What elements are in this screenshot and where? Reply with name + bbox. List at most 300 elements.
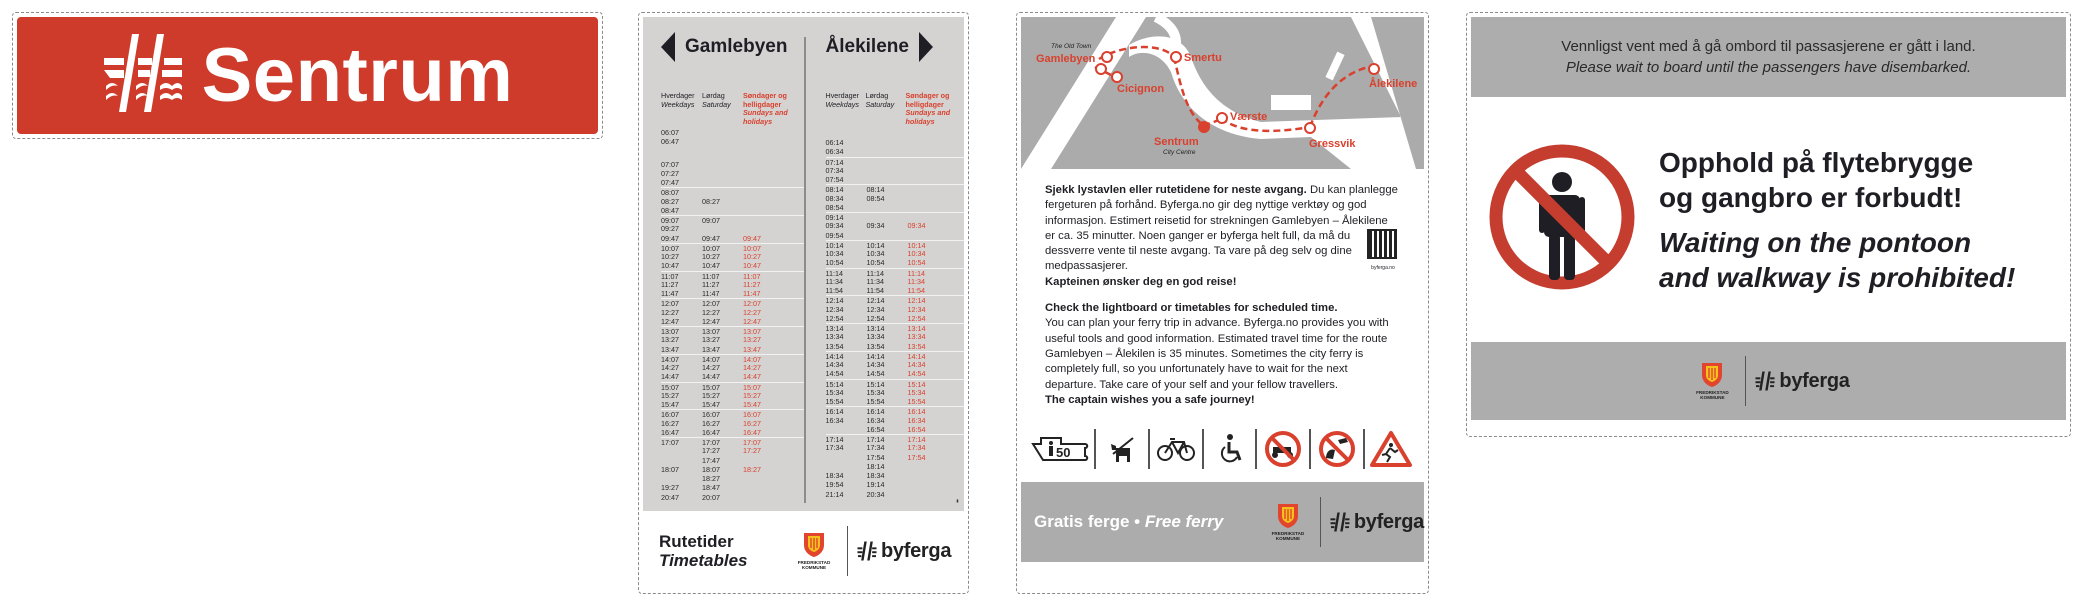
timetable-row xyxy=(826,379,965,388)
weekday-time: 15:07 xyxy=(661,382,679,392)
sunday-time: 13:14 xyxy=(907,324,926,333)
saturday-time: 14:27 xyxy=(702,363,720,372)
weekday-time: 13:07 xyxy=(661,327,679,336)
saturday-time xyxy=(702,147,743,160)
saturday-time: 14:14 xyxy=(866,351,885,361)
qr-code-icon xyxy=(1367,229,1397,259)
saturday-time: 11:34 xyxy=(866,276,884,286)
weekday-time xyxy=(826,462,867,471)
saturday-time: 16:54 xyxy=(866,424,885,434)
kommune-label: FREDRIKSTAD KOMMUNE xyxy=(797,559,831,570)
header-saturday: Lørdag xyxy=(702,91,725,100)
saturday-time: 12:14 xyxy=(866,296,885,306)
boarding-notice-no: Vennligst vent med å gå ombord til passasjerene er gått i land. xyxy=(1561,38,1976,55)
sunday-time xyxy=(743,493,784,502)
pictogram-divider xyxy=(1202,429,1204,469)
timetable-row xyxy=(661,160,804,169)
timetable-row xyxy=(826,360,965,369)
timetable-row xyxy=(661,409,804,418)
weekday-time: 10:47 xyxy=(661,261,679,271)
weekday-time: 07:54 xyxy=(825,175,844,184)
weekday-time: 16:07 xyxy=(661,410,679,420)
weekday-time: 09:07 xyxy=(661,216,679,225)
header-sundays-en: Sundays and holidays xyxy=(743,108,788,126)
weekday-time: 12:27 xyxy=(661,307,679,317)
byferga-logo xyxy=(1754,370,1849,393)
saturday-time: 11:07 xyxy=(702,271,720,281)
sign-title: Sentrum xyxy=(201,33,514,118)
bullet-separator: • xyxy=(1134,512,1141,532)
saturday-time: 17:07 xyxy=(702,438,720,447)
timetable-title xyxy=(659,532,789,570)
direction-name: Ålekilene xyxy=(825,36,909,57)
logo-divider xyxy=(1745,356,1746,406)
sunday-time: 14:54 xyxy=(907,369,926,379)
timetable-row xyxy=(661,215,804,224)
prohibition-text xyxy=(1659,145,2015,295)
saturday-time: 10:27 xyxy=(702,252,720,261)
saturday-time xyxy=(867,158,908,166)
sunday-time: 09:47 xyxy=(743,233,761,243)
weekday-time: 06:47 xyxy=(661,137,679,147)
sunday-time: 15:34 xyxy=(907,387,926,397)
sunday-time: 14:14 xyxy=(907,351,926,361)
sunday-time: 16:47 xyxy=(743,427,761,437)
saturday-time xyxy=(702,206,743,215)
weekday-time: 20:47 xyxy=(661,492,679,502)
sunday-time xyxy=(743,128,784,137)
weekday-time: 08:54 xyxy=(825,202,844,212)
sentrum-sign-panel xyxy=(12,12,603,139)
timetable-row xyxy=(826,369,965,378)
timetable-row xyxy=(826,490,965,499)
timetable-row xyxy=(661,128,804,137)
timetable-row xyxy=(661,252,804,261)
saturday-time: 08:54 xyxy=(866,193,885,203)
sunday-time: 11:34 xyxy=(907,276,925,286)
timetable-row xyxy=(661,363,804,372)
sunday-time: 15:07 xyxy=(743,382,761,392)
time-rows xyxy=(661,128,804,502)
saturday-time xyxy=(867,231,908,240)
saturday-time: 08:14 xyxy=(866,185,885,195)
timetable-row xyxy=(826,388,965,397)
header-sundays: Søndager og helligdager xyxy=(743,91,787,109)
timetable-row xyxy=(661,224,804,233)
timetable-row xyxy=(661,206,804,215)
header-weekdays-en: Weekdays xyxy=(661,99,695,109)
weekday-time xyxy=(661,456,702,465)
stop-vaerste: Værste xyxy=(1230,111,1268,123)
sunday-time: 16:27 xyxy=(743,418,761,428)
sunday-time xyxy=(743,178,784,187)
route-map-graphic xyxy=(1021,17,1424,169)
saturday-time xyxy=(702,169,743,178)
weekday-time: 08:27 xyxy=(661,196,679,206)
saturday-time: 16:07 xyxy=(702,410,720,420)
timetable-row xyxy=(826,249,965,258)
direction-alekilene xyxy=(804,17,965,511)
timetable-row xyxy=(661,446,804,455)
weekday-time: 11:54 xyxy=(825,286,843,295)
saturday-time: 18:34 xyxy=(866,471,885,480)
title-no: Rutetider xyxy=(659,532,734,551)
saturday-time: 11:14 xyxy=(866,268,884,278)
sunday-time: 11:07 xyxy=(743,271,761,281)
timetable-row xyxy=(826,314,965,323)
timetable-row xyxy=(826,453,965,462)
sentrum-sign xyxy=(17,17,598,134)
sunday-time: 10:47 xyxy=(743,261,761,271)
timetable-row xyxy=(661,493,804,502)
sunday-time: 14:34 xyxy=(907,360,926,369)
sunday-time: 15:14 xyxy=(907,379,926,389)
sunday-time: 17:14 xyxy=(907,435,926,444)
saturday-time: 11:47 xyxy=(702,289,720,298)
info-no-body: Du kan planlegge fergeturen på forhånd. Byferga.no gir deg nyttige verktøy og god informasjon. Estimert reisetid for strekningen Gamlebyen – Ålekilene er ca. 35 minutter. Noen ganger er byferga helt full, da må du dessverre vente til neste avgang. Ta vare på deg selv og dine medpassasjerer. xyxy=(1045,184,1398,273)
weekday-time: 17:34 xyxy=(825,443,844,453)
saturday-time: 09:34 xyxy=(866,221,885,231)
saturday-time: 14:34 xyxy=(866,360,885,369)
sunday-time xyxy=(743,188,784,196)
saturday-time: 15:27 xyxy=(702,390,720,400)
weekday-time: 14:34 xyxy=(825,360,844,369)
weekday-time: 17:07 xyxy=(661,438,679,447)
timetable-row xyxy=(826,147,965,156)
header-sundays-en: Sundays and holidays xyxy=(905,108,951,126)
timetable-row xyxy=(826,258,965,267)
timetable-row xyxy=(661,280,804,289)
logo-divider xyxy=(847,526,848,576)
weekday-time: 12:07 xyxy=(661,299,679,309)
timetable-row xyxy=(661,298,804,307)
timetable-row xyxy=(826,231,965,240)
info-no-heading: Sjekk lystavlen eller rutetidene for neste avgang. xyxy=(1045,184,1307,196)
weekday-time: 11:47 xyxy=(661,289,679,298)
weekday-time xyxy=(661,474,702,483)
saturday-time: 13:47 xyxy=(702,344,720,354)
timetable-row xyxy=(661,437,804,446)
sunday-time: 15:47 xyxy=(743,400,761,409)
saturday-time: 15:14 xyxy=(866,379,885,389)
free-ferry-text xyxy=(1034,512,1264,532)
sunday-time: 10:14 xyxy=(907,240,926,250)
weekday-time: 14:07 xyxy=(661,354,679,364)
timetable-panel xyxy=(638,12,969,594)
saturday-time: 12:34 xyxy=(866,304,885,314)
timetable-row xyxy=(826,480,965,489)
saturday-time: 17:14 xyxy=(866,435,885,444)
sunday-time xyxy=(908,158,949,166)
saturday-time xyxy=(702,224,743,233)
sunday-time: 10:34 xyxy=(907,249,926,258)
direction-gamlebyen xyxy=(643,17,804,511)
weekday-time: 06:07 xyxy=(661,128,679,137)
saturday-time: 10:47 xyxy=(702,261,720,271)
stop-cicignon: Cicignon xyxy=(1117,83,1165,95)
weekday-time: 08:07 xyxy=(661,188,679,198)
timetable-row xyxy=(661,308,804,317)
weekday-time: 14:14 xyxy=(825,351,844,361)
sunday-time: 12:27 xyxy=(743,307,761,317)
sunday-time: 17:07 xyxy=(743,438,761,447)
weekday-time: 16:47 xyxy=(661,427,679,437)
timetable-row xyxy=(661,400,804,409)
header-saturday-en: Saturday xyxy=(865,99,895,109)
sunday-time xyxy=(743,197,784,206)
title-en: Timetables xyxy=(659,551,748,570)
weekday-time: 07:47 xyxy=(661,178,679,187)
saturday-time xyxy=(867,175,908,184)
sunday-time: 13:27 xyxy=(743,335,761,345)
timetable-row xyxy=(661,456,804,465)
saturday-time: 18:47 xyxy=(702,483,720,493)
weekday-time: 13:54 xyxy=(825,341,844,351)
saturday-time: 15:07 xyxy=(702,382,720,392)
coat-of-arms-icon xyxy=(1277,503,1299,529)
saturday-time: 16:14 xyxy=(866,407,885,417)
saturday-time: 14:07 xyxy=(702,354,720,364)
weekday-time: 07:34 xyxy=(825,165,844,175)
weekday-time: 21:14 xyxy=(825,489,844,499)
weekday-time: 10:54 xyxy=(825,258,844,268)
route-info-panel xyxy=(1016,12,1429,594)
timetable-row xyxy=(661,234,804,243)
sunday-time xyxy=(908,213,949,221)
saturday-time: 17:54 xyxy=(866,452,885,462)
stop-sentrum: Sentrum xyxy=(1154,136,1199,148)
timetable-row xyxy=(826,305,965,314)
saturday-time: 19:14 xyxy=(866,480,885,490)
timetable-row xyxy=(826,203,965,212)
saturday-time: 10:07 xyxy=(702,243,720,253)
prohibition-section xyxy=(1471,97,2066,342)
timetable-row xyxy=(826,221,965,230)
sunday-time xyxy=(908,203,949,212)
sunday-time xyxy=(908,138,949,147)
warning-sign-panel xyxy=(1466,12,2071,437)
brand-name: byferga xyxy=(881,539,952,562)
saturday-time xyxy=(702,137,743,146)
info-en xyxy=(1045,301,1400,408)
weekday-time: 10:27 xyxy=(661,252,679,261)
timetable-row xyxy=(661,372,804,381)
saturday-time xyxy=(702,160,743,169)
stop-alekilene: Ålekilene xyxy=(1369,78,1418,90)
column-headers xyxy=(661,92,804,132)
sunday-time xyxy=(743,160,784,169)
info-no-closing: Kapteinen ønsker deg en god reise! xyxy=(1045,275,1237,288)
saturday-time: 18:14 xyxy=(866,461,885,471)
saturday-time: 14:47 xyxy=(702,372,720,382)
no-standing-icon xyxy=(1487,142,1637,297)
sunday-time: 15:27 xyxy=(743,390,761,400)
sunday-time xyxy=(743,224,784,233)
byferga-logo xyxy=(1329,511,1424,534)
weekday-time: 12:54 xyxy=(825,313,844,323)
saturday-time: 08:27 xyxy=(702,196,720,206)
timetable-row xyxy=(826,240,965,249)
saturday-time: 12:47 xyxy=(702,316,720,326)
saturday-time: 13:07 xyxy=(702,327,720,336)
timetable-row xyxy=(826,434,965,443)
timetable-row xyxy=(826,416,965,425)
timetable-row xyxy=(661,289,804,298)
weekday-time: 15:47 xyxy=(661,400,679,409)
sunday-time: 13:47 xyxy=(743,344,761,354)
weekday-time: 18:34 xyxy=(825,471,844,480)
sunday-time xyxy=(908,166,949,175)
saturday-time xyxy=(867,213,908,221)
weekday-time: 16:34 xyxy=(825,415,844,425)
timetable-row xyxy=(826,184,965,193)
kommune-label: FREDRIKSTAD KOMMUNE xyxy=(1271,530,1305,542)
saturday-time xyxy=(867,147,908,156)
weekday-time: 16:27 xyxy=(661,418,679,428)
timetable-row xyxy=(661,197,804,206)
saturday-time: 11:54 xyxy=(866,286,884,295)
sunday-time xyxy=(743,216,784,224)
timetable-row xyxy=(826,277,965,286)
arrow-right-icon xyxy=(919,32,933,62)
weekday-time xyxy=(826,453,867,462)
weekday-time: 09:27 xyxy=(661,224,679,234)
weekday-time: 09:14 xyxy=(825,213,844,222)
timetable-row xyxy=(661,137,804,146)
stop-sentrum-sub: City Centre xyxy=(1163,149,1196,156)
sunday-time xyxy=(908,480,949,489)
weekday-time: 15:27 xyxy=(661,390,679,400)
sunday-time xyxy=(743,169,784,178)
weekday-time: 07:07 xyxy=(661,159,679,169)
sunday-time xyxy=(908,175,949,184)
sunday-time: 16:14 xyxy=(907,407,926,417)
sunday-time xyxy=(743,137,784,146)
fredrikstad-kommune-logo xyxy=(1687,362,1737,400)
saturday-time: 09:07 xyxy=(702,216,720,225)
timetable-row xyxy=(661,354,804,363)
timetable-row xyxy=(661,428,804,437)
saturday-time: 15:34 xyxy=(866,387,885,397)
header-sundays: Søndager og helligdager xyxy=(905,91,950,109)
sunday-time: 11:47 xyxy=(743,289,761,298)
saturday-time xyxy=(702,188,743,196)
weekday-time: 15:54 xyxy=(825,397,844,406)
info-en-heading: Check the lightboard or timetables for scheduled time. xyxy=(1045,302,1338,315)
no-feeding-birds-icon xyxy=(1314,426,1360,472)
sunday-time xyxy=(743,474,784,483)
header-saturday-en: Saturday xyxy=(702,99,731,109)
qr-code[interactable] xyxy=(1367,229,1399,276)
timetable-row xyxy=(661,335,804,344)
saturday-time: 17:27 xyxy=(702,446,720,456)
bicycle-icon xyxy=(1153,426,1199,472)
weekday-time: 15:14 xyxy=(825,379,844,389)
pictogram-row xyxy=(1021,419,1424,479)
weekday-time: 15:34 xyxy=(825,387,844,397)
sunday-time: 17:54 xyxy=(907,452,926,462)
weekday-time: 08:34 xyxy=(825,193,844,203)
no-mopeds-icon xyxy=(1260,426,1306,472)
saturday-time: 16:34 xyxy=(866,415,885,425)
weekday-time: 10:07 xyxy=(661,243,679,253)
weekday-time: 11:07 xyxy=(661,271,679,281)
weekday-time: 13:47 xyxy=(661,344,679,354)
timetable-row xyxy=(826,471,965,480)
weekday-time xyxy=(826,425,867,434)
logo-bar xyxy=(1471,342,2066,420)
byferga-mark-icon xyxy=(1754,371,1776,391)
timetable-row xyxy=(826,425,965,434)
sunday-time xyxy=(743,206,784,215)
sunday-time xyxy=(743,483,784,492)
sunday-time: 14:07 xyxy=(743,354,761,364)
stop-gamlebyen-sub: The Old Town xyxy=(1051,43,1092,50)
weekday-time: 09:47 xyxy=(661,233,679,243)
timetable-row xyxy=(661,474,804,483)
timetable-row xyxy=(826,286,965,295)
direction-name: Gamlebyen xyxy=(685,36,788,57)
weekday-time: 11:14 xyxy=(825,268,843,278)
saturday-time: 13:34 xyxy=(866,332,885,342)
timetable-row xyxy=(826,295,965,304)
byferga-mark-icon xyxy=(1329,512,1351,532)
saturday-time: 13:27 xyxy=(702,335,720,345)
pictogram-divider xyxy=(1094,429,1096,469)
sunday-time: 12:34 xyxy=(907,304,926,314)
weekday-time: 06:34 xyxy=(825,147,844,157)
timetable-row xyxy=(826,332,965,341)
coat-of-arms-icon xyxy=(803,532,825,558)
weekday-time: 19:27 xyxy=(661,483,679,493)
sunday-time xyxy=(908,490,949,499)
weekday-time xyxy=(661,446,702,455)
free-ferry-no: Gratis ferge xyxy=(1034,512,1130,532)
sunday-time: 13:34 xyxy=(907,332,926,342)
free-ferry-en: Free ferry xyxy=(1144,512,1224,532)
timetable-row xyxy=(661,243,804,252)
timetable-row xyxy=(661,317,804,326)
slippery-warning-icon xyxy=(1368,426,1414,472)
timetable-row xyxy=(661,178,804,187)
weekday-time: 12:14 xyxy=(825,296,844,306)
sunday-time: 10:07 xyxy=(743,243,761,253)
wheelchair-icon xyxy=(1206,426,1252,472)
info-en-closing: The captain wishes you a safe journey! xyxy=(1045,393,1255,406)
weekday-time: 10:34 xyxy=(825,249,844,258)
weekday-time: 11:34 xyxy=(825,276,843,286)
stop-gressvik: Gressvik xyxy=(1309,138,1356,150)
saturday-time xyxy=(867,203,908,212)
timetable-row xyxy=(826,268,965,277)
print-tag: ▮ xyxy=(955,498,960,503)
sunday-time: 10:27 xyxy=(743,252,761,261)
weekday-time: 14:47 xyxy=(661,372,679,382)
saturday-time: 15:54 xyxy=(866,397,885,406)
weekday-time: 08:47 xyxy=(661,205,679,215)
sunday-time: 14:47 xyxy=(743,372,761,382)
timetable-row xyxy=(661,326,804,335)
sunday-time: 16:07 xyxy=(743,410,761,420)
info-text xyxy=(1021,169,1424,408)
sunday-time: 17:27 xyxy=(743,446,761,456)
weekday-time: 14:27 xyxy=(661,363,679,372)
coat-of-arms-icon xyxy=(1701,362,1723,388)
prohibition-no xyxy=(1659,145,2015,215)
saturday-time xyxy=(867,166,908,175)
weekday-time: 07:27 xyxy=(661,168,679,178)
sunday-time xyxy=(908,147,949,156)
